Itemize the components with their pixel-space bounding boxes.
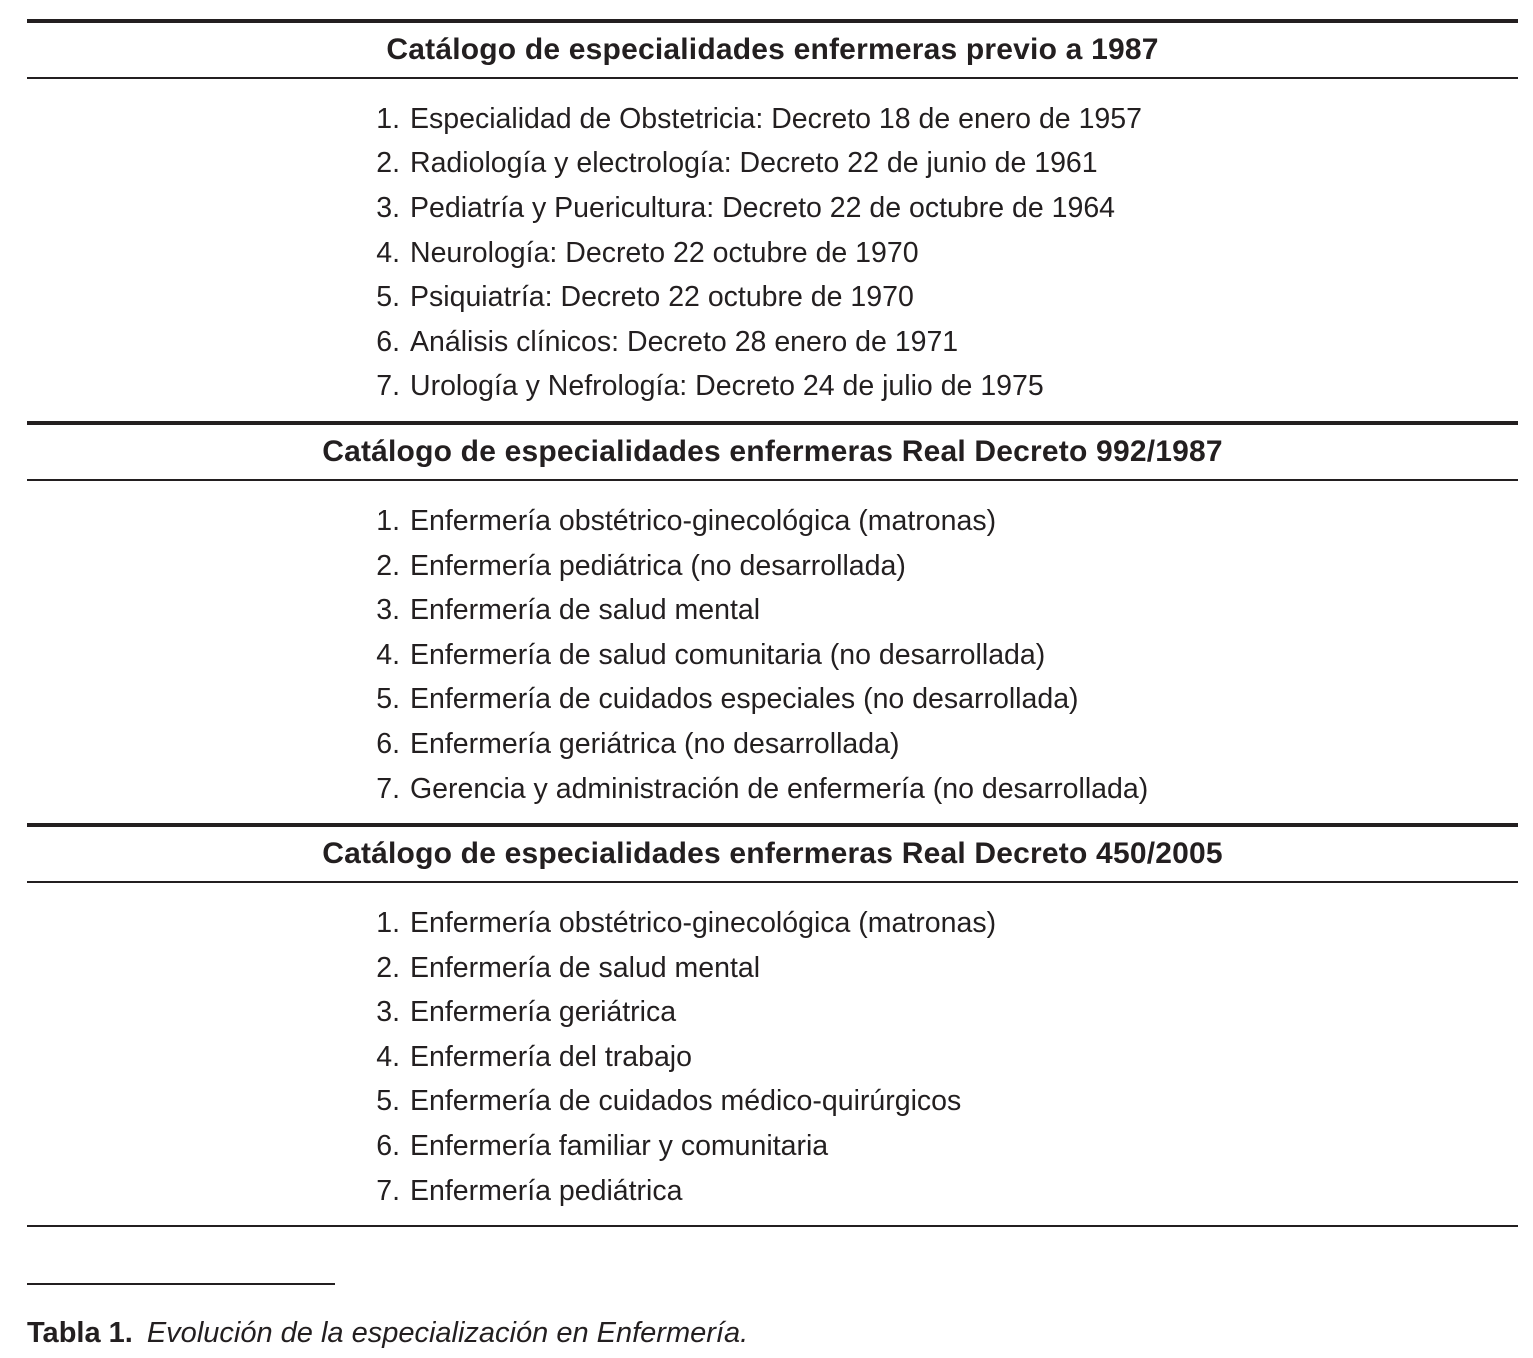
item-number: 4. — [376, 638, 400, 671]
item-number: 6. — [376, 325, 400, 358]
list-item — [27, 275, 1518, 320]
list-item — [27, 588, 1518, 633]
list-item — [27, 767, 1518, 812]
list-item — [27, 1080, 1518, 1125]
item-text: Gerencia y administración de enfermería (no desarrollada) — [410, 772, 1149, 805]
item-text: Enfermería geriátrica (no desarrollada) — [410, 727, 900, 760]
item-number: 1. — [376, 907, 400, 940]
list-item — [27, 544, 1518, 589]
item-text: Enfermería geriátrica — [410, 996, 677, 1029]
section-body — [27, 481, 1518, 823]
caption-separator-rule — [27, 1283, 335, 1285]
section-header: Catálogo de especialidades enfermeras Real Decreto 450/2005 — [322, 837, 1223, 871]
item-text: Enfermería obstétrico-ginecológica (matronas) — [410, 907, 997, 940]
list-item — [27, 901, 1518, 946]
item-number: 2. — [376, 951, 400, 984]
item-number: 3. — [376, 191, 400, 224]
list-item — [27, 231, 1518, 276]
item-text: Neurología: Decreto 22 octubre de 1970 — [410, 236, 919, 269]
item-text: Urología y Nefrología: Decreto 24 de julio de 1975 — [410, 370, 1044, 403]
item-text: Enfermería pediátrica — [410, 1174, 683, 1207]
item-text: Enfermería de salud comunitaria (no desarrollada) — [410, 638, 1046, 671]
item-number: 4. — [376, 1040, 400, 1073]
specialties-table — [27, 19, 1518, 1227]
table-caption — [27, 1317, 748, 1350]
list-item — [27, 633, 1518, 678]
item-text: Especialidad de Obstetricia: Decreto 18 de enero de 1957 — [410, 102, 1142, 135]
list-item — [27, 320, 1518, 365]
item-number: 5. — [376, 683, 400, 716]
specialty-list — [27, 97, 1518, 409]
specialty-list — [27, 901, 1518, 1213]
item-text: Enfermería de salud mental — [410, 951, 761, 984]
list-item — [27, 97, 1518, 142]
item-text: Enfermería de salud mental — [410, 594, 761, 627]
list-item — [27, 142, 1518, 187]
section-body — [27, 79, 1518, 421]
list-item — [27, 499, 1518, 544]
section-header: Catálogo de especialidades enfermeras Real Decreto 992/1987 — [322, 435, 1223, 469]
item-number: 2. — [376, 549, 400, 582]
item-text: Enfermería pediátrica (no desarrollada) — [410, 549, 906, 582]
item-number: 4. — [376, 236, 400, 269]
table-bottom-rule — [27, 1225, 1518, 1227]
item-number: 7. — [376, 370, 400, 403]
item-number: 5. — [376, 1085, 400, 1118]
list-item — [27, 1169, 1518, 1214]
item-number: 7. — [376, 1174, 400, 1207]
list-item — [27, 1035, 1518, 1080]
list-item — [27, 678, 1518, 723]
list-item — [27, 365, 1518, 410]
item-number: 1. — [376, 102, 400, 135]
item-text: Enfermería del trabajo — [410, 1040, 692, 1073]
item-text: Pediatría y Puericultura: Decreto 22 de octubre de 1964 — [410, 191, 1116, 224]
item-text: Psiquiatría: Decreto 22 octubre de 1970 — [410, 281, 914, 314]
caption-text: Evolución de la especialización en Enfermería. — [146, 1317, 749, 1349]
item-text: Radiología y electrología: Decreto 22 de junio de 1961 — [410, 147, 1098, 180]
item-number: 2. — [376, 147, 400, 180]
item-text: Enfermería de cuidados especiales (no desarrollada) — [410, 683, 1079, 716]
item-number: 7. — [376, 772, 400, 805]
list-item — [27, 722, 1518, 767]
list-item — [27, 946, 1518, 991]
item-number: 1. — [376, 504, 400, 537]
item-number: 6. — [376, 1130, 400, 1163]
list-item — [27, 991, 1518, 1036]
list-item — [27, 186, 1518, 231]
item-text: Enfermería obstétrico-ginecológica (matronas) — [410, 504, 997, 537]
item-text: Enfermería de cuidados médico-quirúrgicos — [410, 1085, 962, 1118]
item-number: 6. — [376, 727, 400, 760]
item-number: 3. — [376, 594, 400, 627]
item-text: Enfermería familiar y comunitaria — [410, 1130, 829, 1163]
section-body — [27, 883, 1518, 1225]
caption-label: Tabla 1. — [27, 1317, 133, 1349]
item-number: 3. — [376, 996, 400, 1029]
item-text: Análisis clínicos: Decreto 28 enero de 1971 — [410, 325, 959, 358]
list-item — [27, 1124, 1518, 1169]
specialty-list — [27, 499, 1518, 811]
section-header: Catálogo de especialidades enfermeras previo a 1987 — [386, 33, 1159, 66]
item-number: 5. — [376, 281, 400, 314]
